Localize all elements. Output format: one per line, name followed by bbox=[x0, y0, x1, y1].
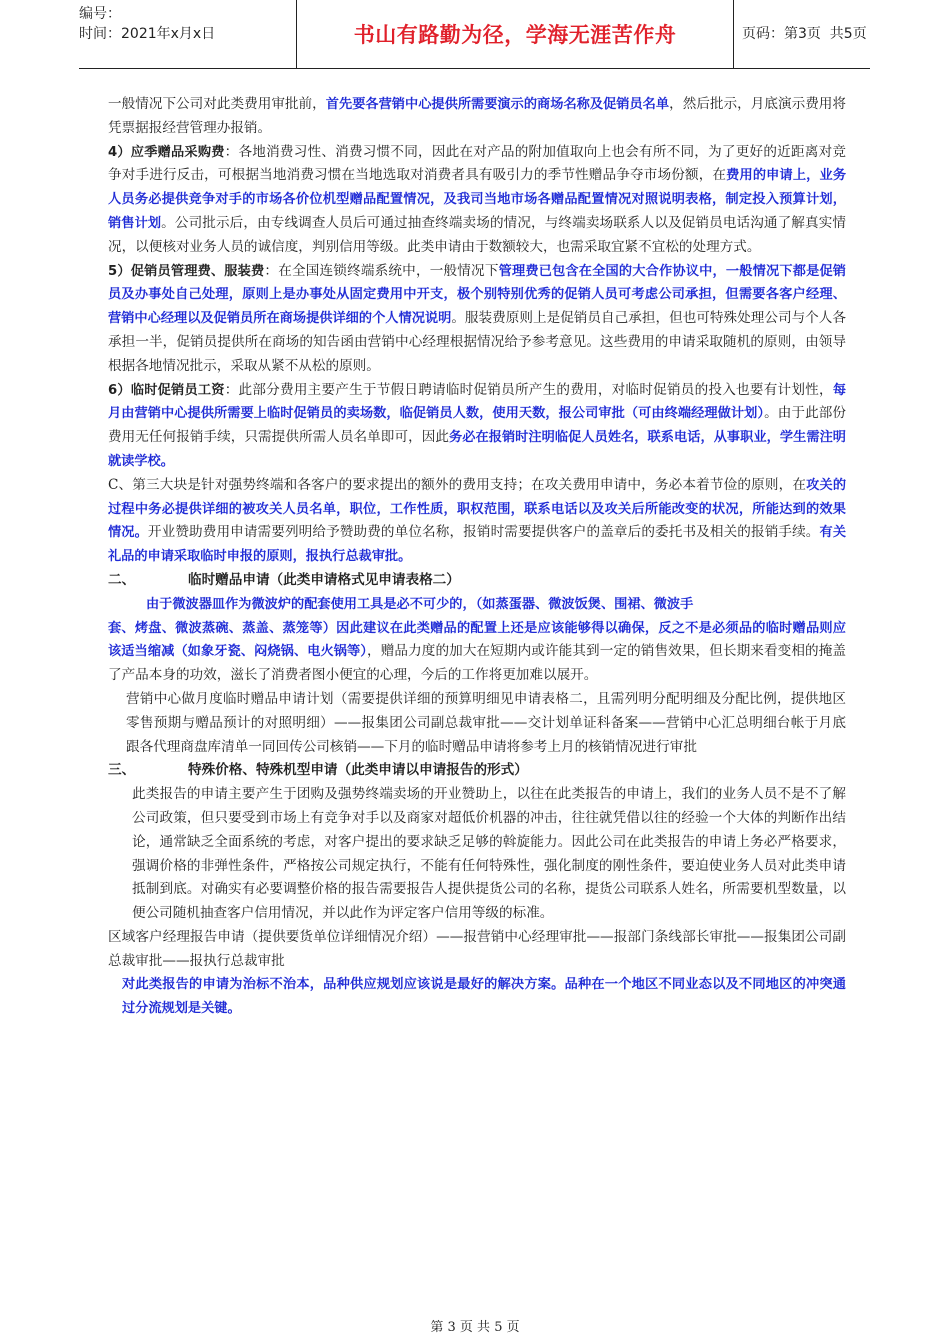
text: 一般情况下公司对此类费用审批前， bbox=[108, 96, 326, 112]
header-meta bbox=[79, 4, 289, 44]
section-number: 二、 bbox=[108, 571, 136, 588]
section-title: 临时赠品申请（此类申请格式见申请表格二） bbox=[188, 571, 460, 588]
doc-date-label: 时间：2021年x月x日 bbox=[79, 26, 216, 42]
doc-code-label: 编号： bbox=[79, 6, 121, 22]
section-number: 三、 bbox=[108, 762, 136, 779]
page-header bbox=[79, 0, 870, 69]
text: 。服装费原则上是促销员自己承担，但也可特殊处理公司与个人各承担一半，促销员提供所在商场的知告函由营销中心经理根据情况给予参考意见。这些费用的申请采取随机的原则，由领导根据各地情况批示，采取从紧不从松的原则。 bbox=[108, 310, 846, 374]
item-heading: 4）应季赠品采购费 bbox=[108, 144, 225, 160]
text: 区域客户经理报告申请（提供要货单位详细情况介绍）——报营销中心经理审批——报部门条线部长审批——报集团公司副总裁审批——报执行总裁审批 bbox=[108, 928, 846, 969]
paragraph-seasonal-gift bbox=[108, 141, 846, 260]
emphasis-text: 套、烤盘、微波蒸碗、蒸盖、蒸笼等）因此建议在此类赠品的配置上还是应该能够得以确保，反之不是必须品的临时赠品则应该适当缩减（如象牙瓷、闷烧锅、电火锅等） bbox=[108, 620, 846, 660]
emphasis-text: 有关礼品的申请采取临时申报的原则，报执行总裁审批。 bbox=[108, 525, 847, 565]
emphasis-text: 对此类报告的申请为治标不治本，品种供应规划应该说是最好的解决方案。品种在一个地区不同业态以及不同地区的冲突通过分流规划是关键。 bbox=[122, 977, 846, 1017]
section-heading-3 bbox=[108, 759, 846, 783]
text: 。由于此部份费用无任何报销手续，只需提供所需人员名单即可，因此 bbox=[108, 405, 846, 446]
text: ，然后批示，月底演示费用将凭票据报经营管理办报销。 bbox=[108, 96, 847, 136]
text: ：各地消费习性、消费习惯不同，因此在对产品的附加值取向上也会有所不同，为了更好的近距离对竞争对手进行反击，可根据当地消费习惯在当地选取对消费者具有吸引力的季节性赠品争夺市场份额，在 bbox=[108, 143, 846, 184]
emphasis-text: 首先要各营销中心提供所需要演示的商场名称及促销员名单 bbox=[325, 97, 670, 112]
text: C、第三大块是针对强势终端和各客户的要求提出的额外的费用支持；在攻关费用申请中，务必本着节俭的原则，在 bbox=[108, 476, 807, 493]
text: 。公司批示后，由专线调查人员后可通过抽查终端卖场的情况，与终端卖场联系人以及促销员电话沟通了解真实情况，以便核对业务人员的诚信度，判别信用等级。此类申请由于数额较大，也需采取宜紧不宜松的处理方式。 bbox=[108, 214, 846, 255]
paragraph-report-process bbox=[108, 926, 846, 974]
text: 营销中心做月度临时赠品申请计划（需要提供详细的预算明细见申请表格二，且需列明分配明细及分配比例，提供地区零售预期与赠品预计的对照明细）——报集团公司副总裁审批——交计划单证科备案——营销中心汇总明细台帐于月底跟各代理商盘库清单一同回传公司核销——下月的临时赠品申请将参考上月的核销情况进行审批 bbox=[126, 690, 846, 755]
emphasis-text: 由于微波器皿作为微波炉的配套使用工具是必不可少的，（如蒸蛋器、微波饭煲、围裙、微波手 bbox=[146, 596, 694, 612]
text: ，赠品力度的加大在短期内或许能其到一定的销售效果，但长期来看变相的掩盖了产品本身的功效，滋长了消费者图小便宜的心理，今后的工作将更加难以展开。 bbox=[108, 643, 846, 684]
page-footer: 第 3 页 共 5 页 bbox=[430, 1320, 520, 1335]
section-title: 特殊价格、特殊机型申请（此类申请以申请报告的形式） bbox=[188, 762, 528, 779]
emphasis-text: 费用的申请上，业务人员务必提供竞争对手的市场各价位机型赠品配置情况，及我司当地市场各赠品配置情况对照说明表格，制定投入预算计划，销售计划 bbox=[108, 168, 847, 231]
text: ：此部分费用主要产生于节假日聘请临时促销员所产生的费用，对临时促销员的投入也要有计划性， bbox=[224, 381, 833, 398]
section-heading-2 bbox=[108, 569, 846, 593]
item-heading: 6）临时促销员工资 bbox=[108, 382, 225, 398]
item-heading: 5）促销员管理费、服装费 bbox=[108, 263, 265, 279]
document-body bbox=[108, 93, 846, 1021]
paragraph-gift-config bbox=[108, 617, 846, 688]
paragraph-temp-promoter bbox=[108, 379, 846, 474]
paragraph-demo-fee bbox=[108, 93, 846, 141]
header-motto: 书山有路勤为径，学海无涯苦作舟 bbox=[296, 0, 734, 68]
emphasis-text: 务必在报销时注明临促人员姓名，联系电话，从事职业，学生需注明就读学校。 bbox=[108, 430, 846, 469]
text: 此类报告的申请主要产生于团购及强势终端卖场的开业赞助上，以往在此类报告的申请上，我们的业务人员不是不了解公司政策，但只要受到市场上有竞争对手以及商家对超低价机器的冲击，往往就凭借以往的经验一个大体的判断作出结论，通常缺乏全面系统的考虑，对客户提出的要求缺乏足够的斡旋能力。因此公司在此类报告的申请上务必严格要求，强调价格的非弹性条件，严格按公司规定执行，不能有任何特殊性，强化制度的刚性条件，要迫使业务人员对此类申请抵制到底。对确实有必要调整价格的报告需要报告人提供提货公司的名称，提货公司联系人姓名，所需要机型数量，以便公司随机抽查客户信用情况，并以此作为评定客户信用等级的标准。 bbox=[132, 786, 846, 922]
paragraph-extra-support bbox=[108, 474, 846, 569]
emphasis-text: 管理费已包含在全国的大合作协议中，一般情况下都是促销员及办事处自己处理，原则上是办事处从固定费用中开支，极个别特别优秀的促销人员可考虑公司承担，但需要各客户经理、营销中心经理以及促销员所在商场提供详细的个人情况说明 bbox=[108, 263, 846, 327]
header-page-info: 页码：第3页 共5页 bbox=[742, 26, 867, 42]
text: 开业赞助费用申请需要列明给予赞助费的单位名称，报销时需要提供客户的盖章后的委托书及相关的报销手续。 bbox=[147, 524, 820, 541]
paragraph-gift-process bbox=[108, 688, 846, 759]
emphasis-text: 攻关的过程中务必提供详细的被攻关人员名单，职位，工作性质，职权范围，联系电话以及攻关后所能改变的状况，所能达到的效果情况。 bbox=[108, 477, 847, 541]
paragraph-conclusion bbox=[108, 973, 846, 1021]
paragraph-promoter-fee bbox=[108, 260, 846, 379]
paragraph-special-price bbox=[108, 783, 846, 926]
text: ：在全国连锁终端系统中，一般情况下 bbox=[264, 262, 499, 279]
emphasis-text: 每月由营销中心提供所需要上临时促销员的卖场数，临促销员人数，使用天数，报公司审批（可由终端经理做计划） bbox=[108, 382, 846, 422]
paragraph-gift-intro bbox=[108, 593, 846, 617]
